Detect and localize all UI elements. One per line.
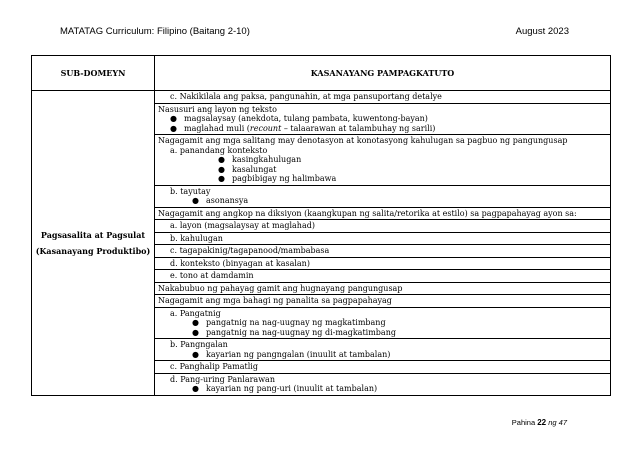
bullet-icon: ● — [170, 123, 177, 133]
skill-cell — [155, 295, 611, 308]
skill-title: Nasusuri ang layon ng teksto — [158, 104, 277, 114]
sub-item: d. konteksto (binyagan at kasalan) — [170, 258, 310, 268]
skill-cell — [155, 245, 611, 258]
skill-cell — [155, 361, 611, 374]
page-number: 22 — [537, 418, 547, 427]
skill-cell — [155, 232, 611, 245]
skill-cell — [155, 257, 611, 270]
skill-title: Nagagamit ang mga bahagi ng panalita sa pagpapahayag — [158, 296, 392, 305]
subdomain-name: Pagsasalita at Pagsulat — [40, 229, 146, 240]
document-header-title: MATATAG Curriculum: Filipino (Baitang 2-10) — [60, 26, 250, 37]
bullet-icon: ● — [218, 174, 225, 183]
document-header-date: August 2023 — [515, 26, 569, 37]
col-header-skills: KASANAYANG PAMPAGKATUTO — [155, 56, 611, 91]
bullet-icon: ● — [192, 327, 199, 337]
sub-item: d. Pang-uring Panlarawan — [170, 374, 275, 384]
skill-cell — [155, 220, 611, 233]
bullet-item: ● magsalaysay (anekdota, tulang pambata, kuwentong-bayan) — [170, 114, 428, 123]
subdomain-cell — [32, 91, 155, 396]
skill-title: Nakabubuo ng pahayag gamit ang hugnayang pangungusap — [158, 283, 403, 293]
bullet-item: ● kayarian ng pangngalan (inuulit at tambalan) — [192, 349, 391, 359]
skill-cell — [155, 339, 611, 361]
sub-item: c. tagapakinig/tagapanood/mambabasa — [170, 246, 330, 255]
skill-cell — [155, 207, 611, 220]
sub-item: a. Pangatnig — [170, 308, 221, 318]
skill-cell — [155, 135, 611, 186]
bullet-item: ● kayarian ng pang-uri (inuulit at tambalan) — [192, 384, 378, 393]
sub-item: b. Pangngalan — [170, 340, 228, 349]
subdomain-type: (Kasanayang Produktibo) — [35, 245, 151, 256]
bullet-item: ● kasalungat — [218, 164, 277, 174]
skill-cell — [155, 270, 611, 283]
sub-item: c. Panghalip Pamatlig — [170, 362, 258, 371]
page-footer — [512, 418, 567, 427]
bullet-icon: ● — [192, 384, 199, 393]
bullet-item: ● pangatnig na nag-uugnay ng di-magkatimbang — [192, 327, 396, 337]
col-header-subdomain: SUB-DOMEYN — [32, 56, 155, 91]
sub-item: a. panandang konteksto — [170, 145, 268, 155]
bullet-icon: ● — [218, 155, 225, 164]
sub-item: b. kahulugan — [170, 233, 223, 243]
table-row — [32, 91, 611, 104]
sub-item: b. tayutay — [170, 186, 211, 196]
curriculum-table — [31, 55, 611, 396]
skill-title: Nagagamit ang angkop na diksiyon (kaangkupan ng salita/retorika at estilo) sa pagpapahayag ayon sa: — [158, 208, 577, 218]
skill-cell — [155, 103, 611, 135]
skill-title: Nagagamit ang mga salitang may denotasyon at konotasyong kahulugan sa pagbuo ng pangungusap — [158, 136, 568, 145]
skill-cell — [155, 185, 611, 207]
bullet-icon: ● — [170, 114, 177, 123]
bullet-item: ● pangatnig na nag-uugnay ng magkatimbang — [192, 318, 386, 327]
page-label: Pahina — [511, 418, 536, 427]
bullet-item: ● kasingkahulugan — [218, 155, 302, 164]
table-header-row — [32, 56, 611, 91]
bullet-icon: ● — [192, 196, 199, 205]
bullet-icon: ● — [192, 318, 199, 327]
bullet-icon: ● — [218, 164, 225, 174]
bullet-item: ● maglahad muli (recount – talaarawan at talambuhay ng sarili) — [170, 123, 436, 133]
sub-item: e. tono at damdamin — [170, 271, 254, 280]
skill-cell — [155, 91, 611, 104]
sub-item: a. layon (magsalaysay at maglahad) — [170, 221, 315, 230]
skill-cell — [155, 373, 611, 395]
bullet-item: ● asonansya — [192, 196, 249, 205]
skill-cell — [155, 282, 611, 295]
skill-item: c. Nakikilala ang paksa, pangunahin, at mga pansuportang detalye — [170, 92, 442, 101]
bullet-icon: ● — [192, 349, 199, 359]
page-total: ng 47 — [548, 418, 567, 427]
bullet-item: ● pagbibigay ng halimbawa — [218, 174, 337, 183]
skill-cell — [155, 307, 611, 339]
